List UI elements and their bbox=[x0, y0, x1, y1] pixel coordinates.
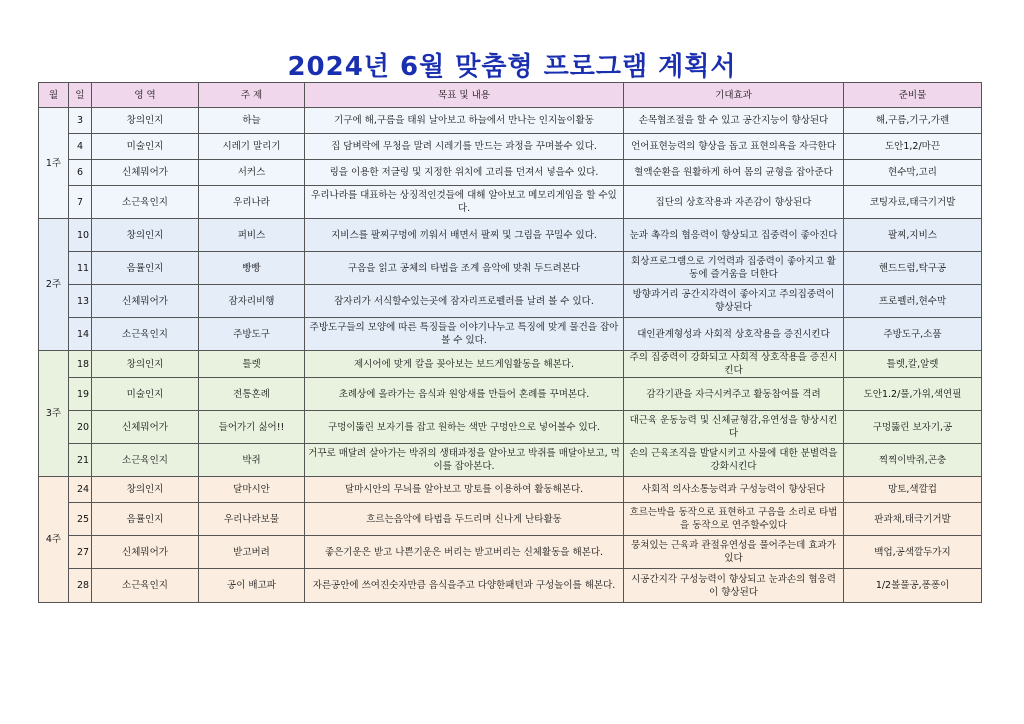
materials-cell: 코팅자료,태극기거발 bbox=[844, 186, 982, 219]
day-cell: 4 bbox=[69, 134, 92, 160]
topic-cell: 우리나라 bbox=[199, 186, 305, 219]
day-cell: 27 bbox=[69, 536, 92, 569]
materials-cell: 주방도구,소품 bbox=[844, 318, 982, 351]
topic-cell: 달마시안 bbox=[199, 477, 305, 503]
header-month: 월 bbox=[39, 83, 69, 108]
materials-cell: 해,구름,기구,가렌 bbox=[844, 108, 982, 134]
table-row bbox=[39, 252, 982, 285]
materials-cell: 핸드드럼,탁구공 bbox=[844, 252, 982, 285]
content-cell: 좋은기운은 받고 나쁜기운은 버리는 받고버리는 신체활동을 해본다. bbox=[305, 536, 624, 569]
area-cell: 소근육인지 bbox=[92, 444, 199, 477]
effect-cell: 사회적 의사소통능력과 구성능력이 향상된다 bbox=[624, 477, 844, 503]
content-cell: 거꾸로 매달려 살아가는 박쥐의 생태과정을 알아보고 박쥐를 매달아보고, 먹이를 잡아본다. bbox=[305, 444, 624, 477]
materials-cell: 틀렛,칼,알렛 bbox=[844, 351, 982, 378]
effect-cell: 시공간지각 구성능력이 향상되고 눈과손의 협응력이 향상된다 bbox=[624, 569, 844, 603]
effect-cell: 흐르는박을 동작으로 표현하고 구음을 소리로 타법을 동작으로 연주할수있다 bbox=[624, 503, 844, 536]
topic-cell: 우리나라보물 bbox=[199, 503, 305, 536]
area-cell: 창의인지 bbox=[92, 108, 199, 134]
area-cell: 창의인지 bbox=[92, 219, 199, 252]
table-row bbox=[39, 219, 982, 252]
topic-cell: 하늘 bbox=[199, 108, 305, 134]
header-row bbox=[39, 83, 982, 108]
area-cell: 미술인지 bbox=[92, 378, 199, 411]
area-cell: 음률인지 bbox=[92, 503, 199, 536]
day-cell: 20 bbox=[69, 411, 92, 444]
materials-cell: 망토,색깔컵 bbox=[844, 477, 982, 503]
content-cell: 주방도구들의 모양에 따른 특징들을 이야기나누고 특징에 맞게 물건을 잡아볼 수 있다. bbox=[305, 318, 624, 351]
header-materials: 준비물 bbox=[844, 83, 982, 108]
day-cell: 7 bbox=[69, 186, 92, 219]
day-cell: 19 bbox=[69, 378, 92, 411]
program-plan-table bbox=[38, 82, 982, 603]
table-row bbox=[39, 477, 982, 503]
materials-cell: 도안1.2/풀,가위,색연필 bbox=[844, 378, 982, 411]
effect-cell: 손목협조절을 할 수 있고 공간지능이 향상된다 bbox=[624, 108, 844, 134]
content-cell: 기구에 해,구름을 태워 날아보고 하늘에서 만나는 인지놀이활동 bbox=[305, 108, 624, 134]
materials-cell: 백업,공색깔두가지 bbox=[844, 536, 982, 569]
topic-cell: 주방도구 bbox=[199, 318, 305, 351]
effect-cell: 언어표현능력의 향상을 돕고 표현의욕을 자극한다 bbox=[624, 134, 844, 160]
topic-cell: 시레기 말리기 bbox=[199, 134, 305, 160]
effect-cell: 감각기관을 자극시켜주고 활동참여를 격려 bbox=[624, 378, 844, 411]
materials-cell: 도안1,2/마끈 bbox=[844, 134, 982, 160]
table-row bbox=[39, 444, 982, 477]
topic-cell: 공이 배고파 bbox=[199, 569, 305, 603]
effect-cell: 회상프로그램으로 기억력과 집중력이 좋아지고 활동에 즐거움을 더한다 bbox=[624, 252, 844, 285]
content-cell: 잠자리가 서식할수있는곳에 잠자리프로펠러를 날려 볼 수 있다. bbox=[305, 285, 624, 318]
area-cell: 음률인지 bbox=[92, 252, 199, 285]
materials-cell: 현수막,고리 bbox=[844, 160, 982, 186]
area-cell: 신체뭐어가 bbox=[92, 285, 199, 318]
day-cell: 14 bbox=[69, 318, 92, 351]
table-row bbox=[39, 160, 982, 186]
day-cell: 11 bbox=[69, 252, 92, 285]
header-content: 목표 및 내용 bbox=[305, 83, 624, 108]
topic-cell: 빵빵 bbox=[199, 252, 305, 285]
materials-cell: 판과채,태극기거발 bbox=[844, 503, 982, 536]
topic-cell: 들어가기 싫어!! bbox=[199, 411, 305, 444]
area-cell: 소근육인지 bbox=[92, 569, 199, 603]
content-cell: 자른공안에 쓰여진숫자만큼 음식을주고 다양한패턴과 구성놀이를 해본다. bbox=[305, 569, 624, 603]
materials-cell: 찍찍이박쥐,곤충 bbox=[844, 444, 982, 477]
content-cell: 지비스를 팔찌구멍에 끼워서 배면서 팔찌 및 그림을 꾸밀수 있다. bbox=[305, 219, 624, 252]
effect-cell: 손의 근육조직을 발달시키고 사물에 대한 분별력을 강화시킨다 bbox=[624, 444, 844, 477]
content-cell: 초례상에 올라가는 음식과 원앙새를 만들어 혼례를 꾸며본다. bbox=[305, 378, 624, 411]
content-cell: 흐르는음악에 타법을 두드리며 신나게 난타활동 bbox=[305, 503, 624, 536]
effect-cell: 혈액순환을 원활하게 하여 몸의 균형을 잡아준다 bbox=[624, 160, 844, 186]
header-area: 영 역 bbox=[92, 83, 199, 108]
effect-cell: 대근육 운동능력 및 신체균형감,유연성을 향상시킨다 bbox=[624, 411, 844, 444]
table-row bbox=[39, 569, 982, 603]
content-cell: 달마시안의 무늬를 알아보고 망토를 이용하여 활동해본다. bbox=[305, 477, 624, 503]
header-day: 일 bbox=[69, 83, 92, 108]
area-cell: 소근육인지 bbox=[92, 186, 199, 219]
content-cell: 구음을 읽고 공체의 타법을 조계 음악에 맞춰 두드려본다 bbox=[305, 252, 624, 285]
week-label: 3주 bbox=[39, 351, 69, 477]
table-row bbox=[39, 134, 982, 160]
table-row bbox=[39, 186, 982, 219]
day-cell: 21 bbox=[69, 444, 92, 477]
effect-cell: 눈과 촉각의 협응력이 향상되고 집중력이 좋아진다 bbox=[624, 219, 844, 252]
area-cell: 신체뭐어가 bbox=[92, 536, 199, 569]
topic-cell: 틀렛 bbox=[199, 351, 305, 378]
day-cell: 28 bbox=[69, 569, 92, 603]
day-cell: 24 bbox=[69, 477, 92, 503]
area-cell: 소근육인지 bbox=[92, 318, 199, 351]
effect-cell: 방향과거리 공간지각력이 좋아지고 주의집중력이 향상된다 bbox=[624, 285, 844, 318]
table-row bbox=[39, 536, 982, 569]
topic-cell: 퍼비스 bbox=[199, 219, 305, 252]
materials-cell: 팔찌,지비스 bbox=[844, 219, 982, 252]
topic-cell: 박쥐 bbox=[199, 444, 305, 477]
content-cell: 링을 이용한 저글링 및 지정한 위치에 고리를 던져서 넣을수 있다. bbox=[305, 160, 624, 186]
materials-cell: 구멍뚫린 보자기,공 bbox=[844, 411, 982, 444]
content-cell: 우리나라를 대표하는 상징적인것들에 대해 알아보고 메모리게임을 할 수있다. bbox=[305, 186, 624, 219]
week-label: 4주 bbox=[39, 477, 69, 603]
header-topic: 주 제 bbox=[199, 83, 305, 108]
header-effect: 기대효과 bbox=[624, 83, 844, 108]
day-cell: 18 bbox=[69, 351, 92, 378]
area-cell: 미술인지 bbox=[92, 134, 199, 160]
area-cell: 창의인지 bbox=[92, 351, 199, 378]
area-cell: 신체뭐어가 bbox=[92, 160, 199, 186]
content-cell: 제시어에 맞게 칼을 꽂아보는 보드게임활동을 해본다. bbox=[305, 351, 624, 378]
week-label: 2주 bbox=[39, 219, 69, 351]
effect-cell: 집단의 상호작용과 자존감이 향상된다 bbox=[624, 186, 844, 219]
table-row bbox=[39, 503, 982, 536]
topic-cell: 받고버려 bbox=[199, 536, 305, 569]
table-row bbox=[39, 378, 982, 411]
table-row bbox=[39, 318, 982, 351]
week-label: 1주 bbox=[39, 108, 69, 219]
day-cell: 3 bbox=[69, 108, 92, 134]
table-row bbox=[39, 411, 982, 444]
materials-cell: 1/2볼풀공,퐁퐁이 bbox=[844, 569, 982, 603]
area-cell: 창의인지 bbox=[92, 477, 199, 503]
table-row bbox=[39, 351, 982, 378]
content-cell: 구멍이뚫린 보자기를 잡고 원하는 색만 구멍안으로 넣어볼수 있다. bbox=[305, 411, 624, 444]
topic-cell: 전통혼례 bbox=[199, 378, 305, 411]
page-title: 2024년 6월 맞춤형 프로그램 계획서 bbox=[287, 52, 737, 82]
content-cell: 집 담벼락에 무청을 말려 시레기를 만드는 과정을 꾸며볼수 있다. bbox=[305, 134, 624, 160]
effect-cell: 뭉쳐있는 근육과 관절유연성을 풀어주는데 효과가있다 bbox=[624, 536, 844, 569]
effect-cell: 주의 집중력이 강화되고 사회적 상호작용을 증진시킨다 bbox=[624, 351, 844, 378]
area-cell: 신체뭐어가 bbox=[92, 411, 199, 444]
day-cell: 10 bbox=[69, 219, 92, 252]
materials-cell: 프로펠러,현수막 bbox=[844, 285, 982, 318]
table-row bbox=[39, 285, 982, 318]
day-cell: 25 bbox=[69, 503, 92, 536]
table-row bbox=[39, 108, 982, 134]
topic-cell: 잠자리비행 bbox=[199, 285, 305, 318]
effect-cell: 대인관계형성과 사회적 상호작용을 증진시킨다 bbox=[624, 318, 844, 351]
day-cell: 6 bbox=[69, 160, 92, 186]
topic-cell: 서커스 bbox=[199, 160, 305, 186]
day-cell: 13 bbox=[69, 285, 92, 318]
